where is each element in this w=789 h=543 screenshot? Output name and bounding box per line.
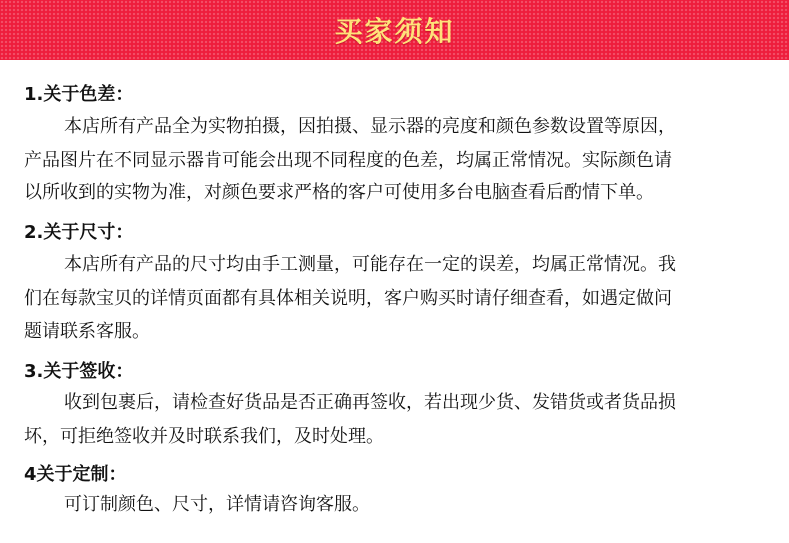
section-line: 题请联系客服。	[24, 321, 150, 342]
section-heading-signing: 3.关于签收：	[24, 361, 134, 382]
section-line: 产品图片在不同显示器肯可能会出现不同程度的色差，均属正常情况。实际颜色请	[24, 150, 672, 171]
section-line: 以所收到的实物为准，对颜色要求严格的客户可使用多台电脑查看后酌情下单。	[24, 182, 654, 203]
section-heading-size: 2.关于尺寸：	[24, 222, 134, 243]
section-heading-custom: 4关于定制：	[24, 464, 127, 485]
section-line: 本店所有产品的尺寸均由手工测量，可能存在一定的误差，均属正常情况。我	[64, 254, 676, 275]
section-heading-color: 1.关于色差：	[24, 84, 134, 105]
section-line: 收到包裹后，请检查好货品是否正确再签收，若出现少货、发错货或者货品损	[64, 392, 676, 413]
header-banner	[0, 0, 789, 60]
section-line: 们在每款宝贝的详情页面都有具体相关说明，客户购买时请仔细查看，如遇定做问	[24, 288, 672, 309]
section-line: 坏，可拒绝签收并及时联系我们，及时处理。	[24, 426, 384, 447]
banner-title: 买家须知	[334, 15, 455, 48]
section-line: 可订制颜色、尺寸，详情请咨询客服。	[64, 494, 370, 515]
section-line: 本店所有产品全为实物拍摄，因拍摄、显示器的亮度和颜色参数设置等原因，	[64, 116, 676, 137]
